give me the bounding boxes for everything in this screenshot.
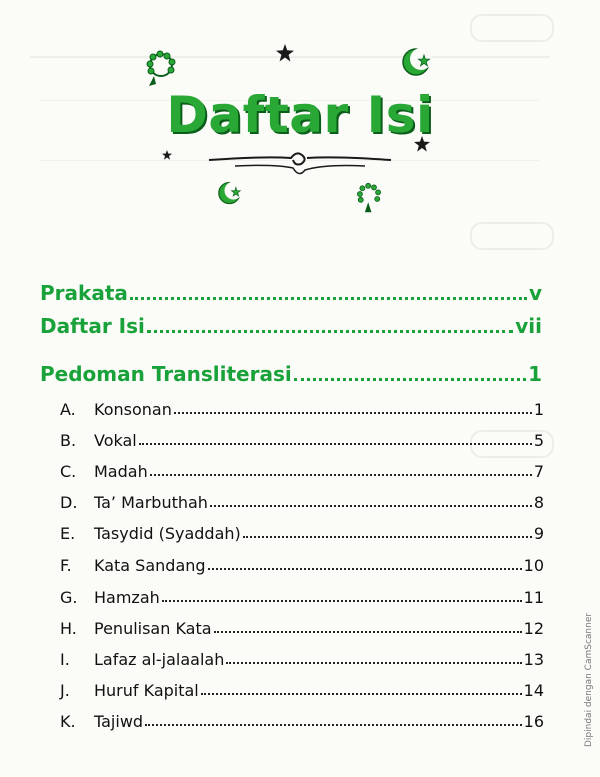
toc-page-number: 9 — [533, 524, 544, 543]
dot-leader — [210, 504, 532, 507]
subentry-label: Vokal — [94, 431, 137, 450]
toc-entry-pedoman-transliterasi[interactable] — [40, 362, 542, 386]
dot-leader — [294, 377, 526, 381]
toc-subentry[interactable] — [60, 400, 544, 419]
subentry-letter: F. — [60, 556, 72, 575]
subentry-letter: J. — [60, 681, 70, 700]
toc-page-number: 12 — [523, 619, 544, 638]
toc-subentry[interactable] — [60, 712, 544, 731]
toc-subentry[interactable] — [60, 493, 544, 512]
subentry-label: Konsonan — [94, 400, 172, 419]
subentry-label: Hamzah — [94, 588, 160, 607]
subentry-letter: D. — [60, 493, 78, 512]
toc-entry-label: Daftar Isi — [40, 314, 145, 338]
star-icon — [276, 44, 294, 62]
subentry-letter: E. — [60, 524, 76, 543]
scanner-watermark: Dipindai dengan CamScanner — [584, 612, 594, 747]
subentry-letter: A. — [60, 400, 76, 419]
subentry-label: Huruf Kapital — [94, 681, 199, 700]
dot-leader — [147, 329, 513, 333]
dot-leader — [162, 599, 522, 602]
toc-entry-prakata[interactable] — [40, 281, 542, 305]
crescent-star-icon — [218, 180, 244, 206]
dot-leader — [208, 567, 522, 570]
subentry-label: Lafaz al-jalaalah — [94, 650, 225, 669]
toc-subentry[interactable] — [60, 681, 544, 700]
toc-page-number: 14 — [523, 681, 544, 700]
toc-page-number: 1 — [533, 400, 544, 419]
toc-entry-label: Prakata — [40, 281, 128, 305]
subentry-label: Penulisan Kata — [94, 619, 212, 638]
toc-page-number: 1 — [528, 362, 542, 386]
toc-subentry[interactable] — [60, 462, 544, 481]
toc-page-number: v — [528, 281, 542, 305]
dot-leader — [130, 296, 527, 300]
dot-leader — [226, 661, 521, 664]
bleed-through-mark — [470, 222, 554, 250]
toc-page-number: 7 — [533, 462, 544, 481]
dot-leader — [139, 442, 532, 445]
dot-leader — [243, 535, 532, 538]
toc-page-number: vii — [515, 314, 542, 338]
subentry-label: Ta’ Marbuthah — [94, 493, 208, 512]
toc-page-number: 10 — [523, 556, 544, 575]
dot-leader — [201, 692, 522, 695]
prayer-beads-icon — [350, 182, 388, 216]
subentry-letter: H. — [60, 619, 77, 638]
toc-subentry[interactable] — [60, 556, 544, 575]
toc-subentry[interactable] — [60, 431, 544, 450]
toc-entry-daftar-isi[interactable] — [40, 314, 542, 338]
dot-leader — [150, 473, 532, 476]
divider-flourish — [205, 146, 395, 180]
page-title: Daftar Isi — [166, 86, 434, 144]
subentry-label: Kata Sandang — [94, 556, 206, 575]
toc-page-number: 16 — [523, 712, 544, 731]
bleed-through-mark — [470, 14, 554, 42]
subentry-label: Madah — [94, 462, 148, 481]
toc-page-number: 8 — [533, 493, 544, 512]
subentry-letter: G. — [60, 588, 78, 607]
prayer-beads-icon — [138, 50, 184, 90]
subentry-label: Tasydid (Syaddah) — [94, 524, 241, 543]
toc-page-number: 13 — [523, 650, 544, 669]
subentry-letter: B. — [60, 431, 77, 450]
subentry-letter: C. — [60, 462, 77, 481]
toc-subentry[interactable] — [60, 619, 544, 638]
subentry-letter: K. — [60, 712, 76, 731]
toc-subentry[interactable] — [60, 524, 544, 543]
toc-subentry[interactable] — [60, 588, 544, 607]
subentry-letter: I. — [60, 650, 70, 669]
toc-page-number: 11 — [523, 588, 544, 607]
star-icon — [162, 150, 172, 160]
crescent-star-icon — [402, 46, 434, 78]
toc-page-number: 5 — [533, 431, 544, 450]
subentry-label: Tajiwd — [94, 712, 144, 731]
dot-leader — [174, 411, 532, 414]
dot-leader — [214, 630, 522, 633]
toc-subentry[interactable] — [60, 650, 544, 669]
toc-entry-label: Pedoman Transliterasi — [40, 362, 292, 386]
dot-leader — [145, 723, 522, 726]
